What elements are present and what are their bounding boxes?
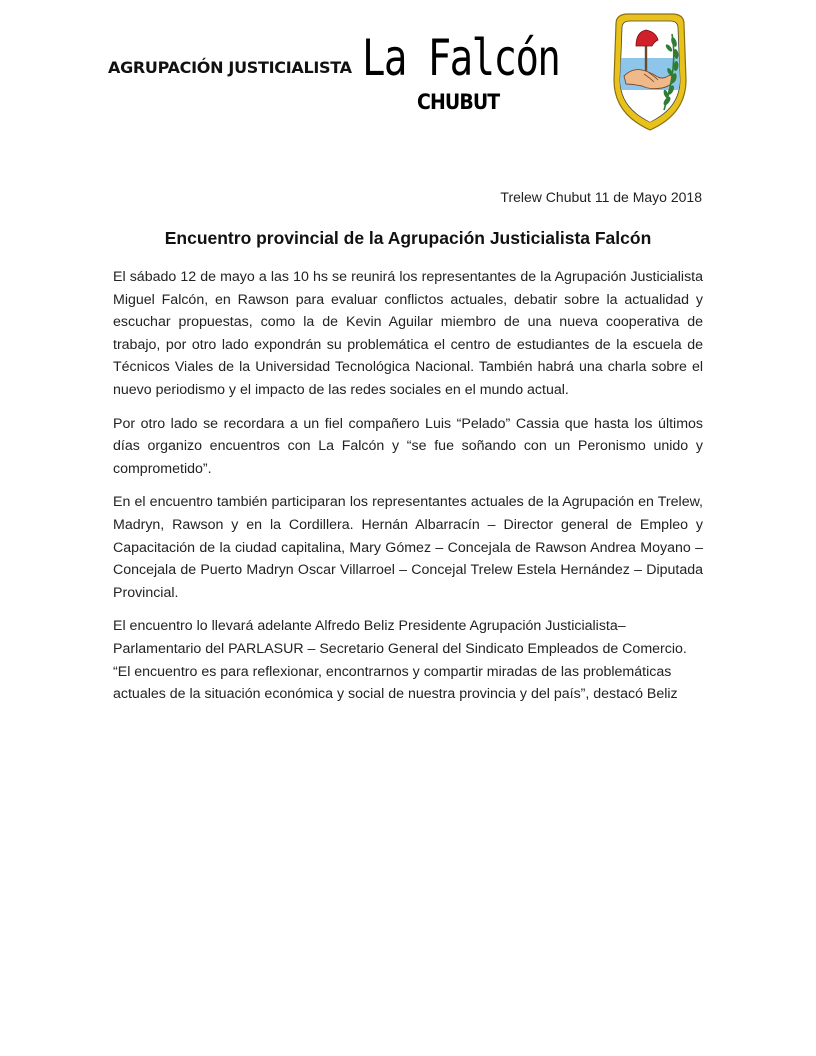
paragraph: El sábado 12 de mayo a las 10 hs se reunirá los representantes de la Agrupación Justicialista Miguel Falcón, en Rawson para evaluar conflictos actuales, debatir sobre la actualidad y escuchar propuestas, como la de Kevin Aguilar miembro de una nueva cooperativa de trabajo, por otro lado expondrán su problemática el centro de estudiantes de la escuela de Técnicos Viales de la Universidad Tecnológica Nacional. También habrá una charla sobre el nuevo periodismo y el impacto de las redes sociales en el mundo actual. (113, 269, 703, 398)
brand-name: La Falcón (362, 29, 560, 87)
brand-region: CHUBUT (417, 90, 500, 114)
paragraph: El encuentro lo llevará adelante Alfredo Beliz Presidente Agrupación Justicialista– Parlamentario del PARLASUR – Secretario General del Sindicato Empleados de Comercio. “El encuentro es para reflexionar, encontrarnos y compartir miradas de las problemáticas actuales de la situación económica y social de nuestra provincia y del país”, destacó Beliz (113, 618, 687, 703)
brand-logo (362, 29, 560, 114)
organization-label: AGRUPACIÓN JUSTICIALISTA (108, 58, 352, 77)
dateline: Trelew Chubut 11 de Mayo 2018 (500, 189, 702, 205)
document-title: Encuentro provincial de la Agrupación Justicialista Falcón (164, 228, 652, 248)
paragraph: En el encuentro también participaran los representantes actuales de la Agrupación en Trelew, Madryn, Rawson y en la Cordillera. Hernán Albarracín – Director general de Empleo y Capacitación de la ciudad capitalina, Mary Gómez – Concejala de Rawson Andrea Moyano – Concejala de Puerto Madryn Oscar Villarroel – Concejal Trelew Estela Hernández – Diputada Provincial. (113, 494, 703, 601)
peronist-shield-emblem-icon (606, 10, 694, 134)
paragraph: Por otro lado se recordara a un fiel compañero Luis “Pelado” Cassia que hasta los últimos días organizo encuentros con La Falcón y “se fue soñando con un Peronismo unido y comprometido”. (113, 415, 703, 477)
document-body (113, 266, 703, 717)
